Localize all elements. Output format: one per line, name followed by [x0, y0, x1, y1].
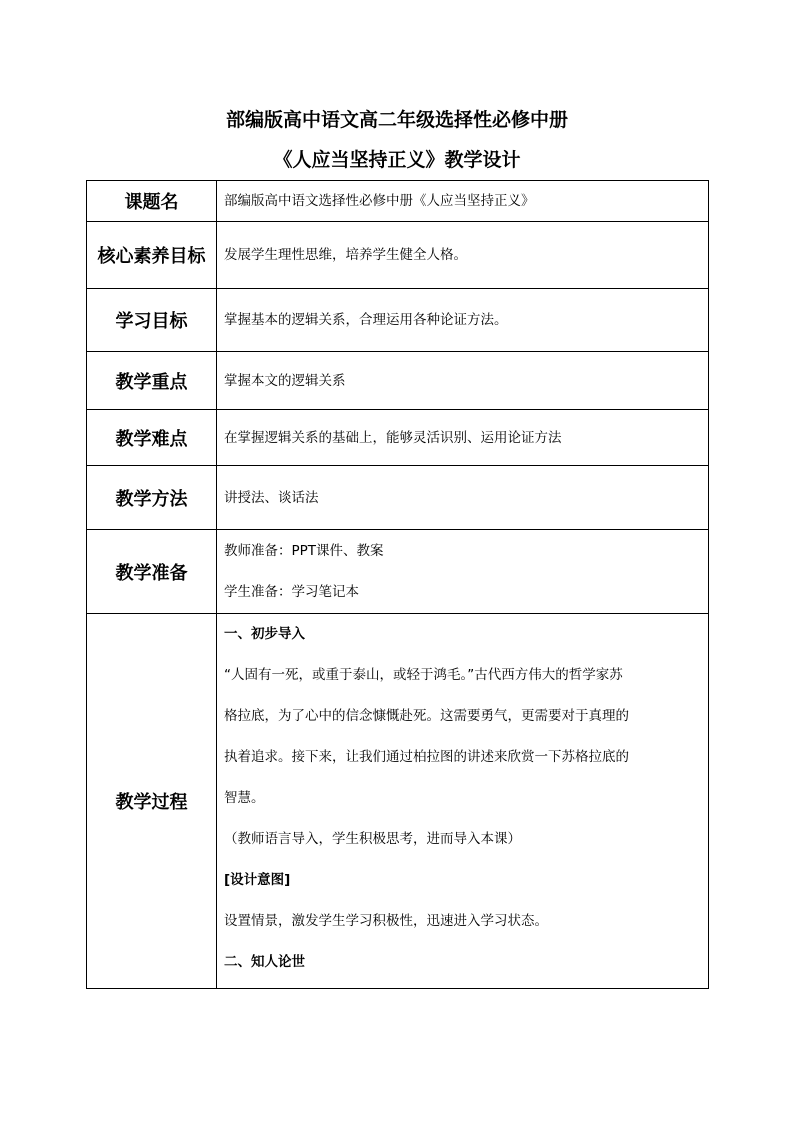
row-label: 教学方法: [87, 466, 217, 530]
process-heading: 一、初步导入: [224, 626, 305, 642]
row-content: 讲授法、谈话法: [217, 466, 709, 530]
row-content: 发展学生理性思维，培养学生健全人格。: [217, 222, 709, 289]
process-line: 设置情景，激发学生学习积极性，迅速进入学习状态。: [224, 913, 548, 929]
row-label: 教学难点: [87, 410, 217, 466]
process-line: （教师语言导入，学生积极思考，进而导入本课）: [224, 831, 521, 847]
process-heading: 二、知人论世: [224, 954, 305, 970]
row-content: 部编版高中语文选择性必修中册《人应当坚持正义》: [217, 181, 709, 222]
table-row: [87, 352, 709, 410]
student-preparation: 学生准备：学习笔记本: [224, 583, 359, 600]
process-line: “人固有一死，或重于泰山，或轻于鸿毛。”古代西方伟大的哲学家苏: [224, 667, 623, 683]
document-title-line1: 部编版高中语文高二年级选择性必修中册: [225, 109, 568, 131]
process-line: 格拉底，为了心中的信念慷慨赴死。这需要勇气，更需要对于真理的: [224, 708, 629, 724]
table-row: [87, 181, 709, 222]
row-label: 教学准备: [87, 530, 217, 614]
table-row: [87, 222, 709, 289]
process-line: 执着追求。接下来，让我们通过柏拉图的讲述来欣赏一下苏格拉底的: [224, 749, 629, 765]
process-content: [217, 614, 709, 989]
row-content: 掌握本文的逻辑关系: [217, 352, 709, 410]
row-label: 课题名: [87, 181, 217, 222]
design-intent-label: [设计意图]: [224, 872, 291, 888]
row-label: 教学过程: [87, 614, 217, 989]
teacher-preparation: 教师准备：PPT课件、教案: [224, 542, 384, 559]
row-content: [217, 530, 709, 614]
process-line: 智慧。: [224, 790, 265, 806]
table-row-preparation: [87, 530, 709, 614]
table-row: [87, 289, 709, 352]
row-label: 教学重点: [87, 352, 217, 410]
table-row: [87, 410, 709, 466]
row-label: 学习目标: [87, 289, 217, 352]
table-row-process: [87, 614, 709, 989]
table-row: [87, 466, 709, 530]
row-content: 在掌握逻辑关系的基础上，能够灵活识别、运用论证方法: [217, 410, 709, 466]
document-title-line2: 《人应当坚持正义》教学设计: [273, 149, 521, 171]
lesson-plan-table: [86, 180, 709, 989]
row-label: 核心素养目标: [87, 222, 217, 289]
row-content: 掌握基本的逻辑关系，合理运用各种论证方法。: [217, 289, 709, 352]
